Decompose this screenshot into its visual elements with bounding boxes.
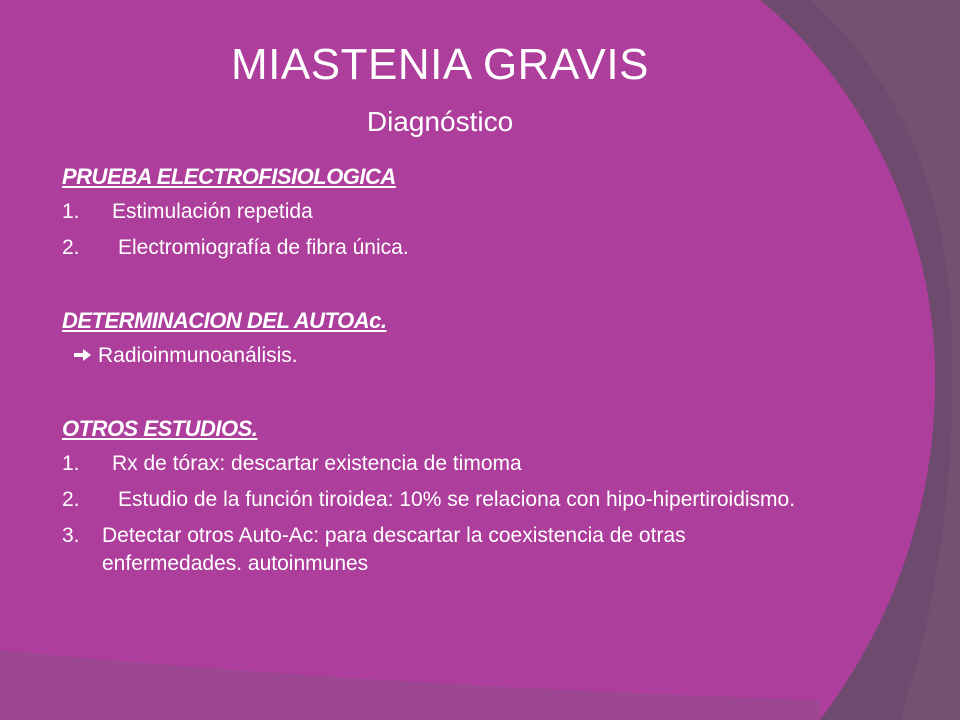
section-heading-otros: OTROS ESTUDIOS. bbox=[62, 416, 258, 441]
item-number: 1. bbox=[62, 452, 80, 475]
arrow-right-icon bbox=[74, 338, 98, 374]
slide-title: MIASTENIA GRAVIS bbox=[231, 40, 649, 89]
item-text: Radioinmunoanálisis. bbox=[98, 344, 298, 367]
section-heading-determinacion: DETERMINACION DEL AUTOAc. bbox=[62, 308, 387, 333]
list-item bbox=[62, 518, 902, 578]
item-text: Electromiografía de fibra única. bbox=[118, 236, 409, 259]
item-number: 3. bbox=[62, 524, 80, 547]
list-item bbox=[62, 194, 902, 230]
list-item bbox=[62, 446, 902, 482]
section-heading-prueba: PRUEBA ELECTROFISIOLOGICA bbox=[62, 164, 396, 189]
slide-subtitle: Diagnóstico bbox=[366, 106, 514, 137]
list-item bbox=[62, 338, 902, 374]
item-text: Rx de tórax: descartar existencia de timoma bbox=[112, 452, 522, 475]
item-number: 2. bbox=[62, 236, 80, 259]
item-text: Detectar otros Auto-Ac: para descartar la coexistencia de otras enfermedades. autoinmunes bbox=[102, 524, 686, 575]
spacer bbox=[62, 266, 902, 304]
list-item bbox=[62, 230, 902, 266]
spacer bbox=[62, 374, 902, 412]
item-number: 2. bbox=[62, 488, 80, 511]
slide-content bbox=[62, 160, 902, 578]
list-item bbox=[62, 482, 902, 518]
item-number: 1. bbox=[62, 200, 80, 223]
item-text: Estimulación repetida bbox=[112, 200, 313, 223]
item-text: Estudio de la función tiroidea: 10% se relaciona con hipo-hipertiroidismo. bbox=[118, 488, 796, 511]
